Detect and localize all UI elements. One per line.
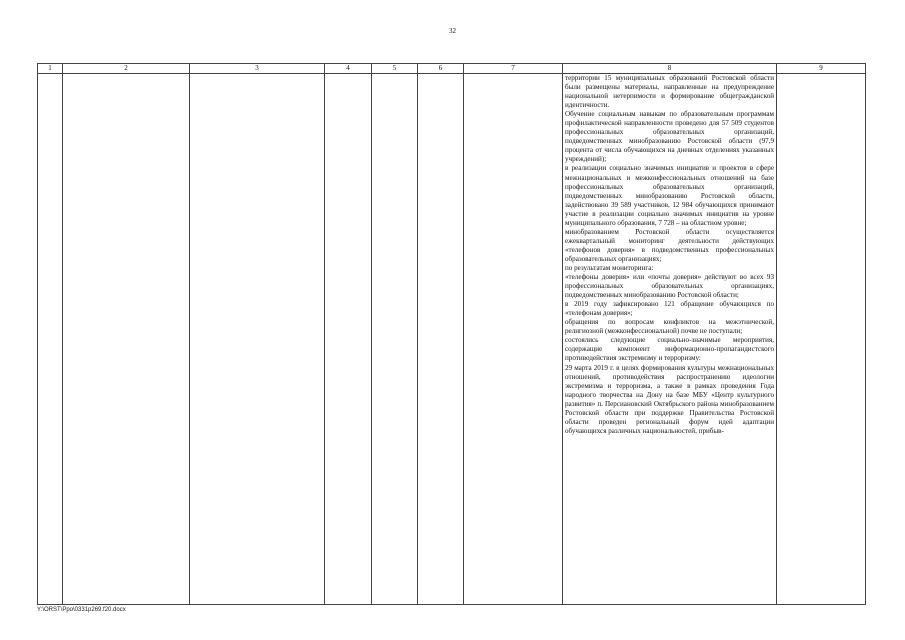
document-table <box>37 63 866 605</box>
cell-col-6 <box>418 74 464 605</box>
file-path-footer: Y:\ORST\Ppo\0331p269.f20.docx <box>37 607 126 613</box>
paragraph: территории 15 муниципальных образований Ростовской области были размещены материалы, направленные на предупреждение национальной нетерпимости и формирование общегражданской идентичности. <box>565 74 774 110</box>
paragraph: обращения по вопросам конфликтов на межэтнической, религиозной (межконфессиональной) почве не поступали; <box>565 318 774 336</box>
paragraph: Обучение социальным навыкам по образовательным программам профилактической направленности проведено для 57 509 студентов профессиональных образовательных организаций, подведомственных минобразованию Ростовской области (97,9 процента от числа обучающихся на дневных отделениях указанных учреждений); <box>565 110 774 164</box>
cell-col-3 <box>190 74 325 605</box>
table-header-row <box>38 64 866 74</box>
page-number: 32 <box>449 27 456 35</box>
cell-col-1 <box>38 74 63 605</box>
paragraph: по результатам мониторинга: <box>565 263 654 272</box>
paragraph: в реализации социально значимых инициатив и проектов в сфере межнациональных и межконфессиональных отношений на базе профессиональных образовательных организаций, подведомственных минобразованию Ростовской области, задействовано 39 589 участников, 12 984 обучающихся принимают участие в реализации социально значимых инициатив на уровне муниципального образования, 7 728 – на областном уровне; <box>565 164 774 227</box>
header-col-5: 5 <box>372 64 418 74</box>
cell-col-8-text <box>563 74 777 605</box>
header-col-7: 7 <box>464 64 563 74</box>
paragraph: состоялись следующие социально-значимые мероприятия, содержащие компонент информационно-пропагандистского противодействия экстремизму и терроризму: <box>565 336 774 363</box>
cell-col-7 <box>464 74 563 605</box>
header-col-8: 8 <box>563 64 777 74</box>
header-col-3: 3 <box>190 64 325 74</box>
header-col-6: 6 <box>418 64 464 74</box>
header-col-1: 1 <box>38 64 63 74</box>
header-col-9: 9 <box>777 64 866 74</box>
header-col-4: 4 <box>325 64 372 74</box>
cell-col-5 <box>372 74 418 605</box>
table-row <box>38 74 866 605</box>
cell-col-9 <box>777 74 866 605</box>
cell-col-4 <box>325 74 372 605</box>
paragraph: «телефоны доверия» или «почты доверия» действуют во всех 93 профессиональных образовательных организациях, подведомственных минобразованию Ростовской области; <box>565 273 774 300</box>
cell-col-2 <box>63 74 190 605</box>
header-col-2: 2 <box>63 64 190 74</box>
paragraph: 29 марта 2019 г. в целях формирования культуры межнациональных отношений, противодействия распространению идеологии экстремизма и терроризма, а также в рамках проведения Года народного творчества на Дону на базе МБУ «Центр культурного развития» п. Персиановский Октябрьского района минобразованием Ростовской области при поддержке Правительства Ростовской области проведен региональный форум идей адаптации обучающихся различных национальностей, прибыв- <box>565 363 774 435</box>
paragraph: в 2019 году зафиксировано 121 обращение обучающихся по «телефонам доверия»; <box>565 300 774 318</box>
paragraph: минобразованием Ростовской области осуществляется ежеквартальный мониторинг деятельности действующих «телефонов доверия» в подведомственных профессиональных образовательных организациях; <box>565 227 774 263</box>
